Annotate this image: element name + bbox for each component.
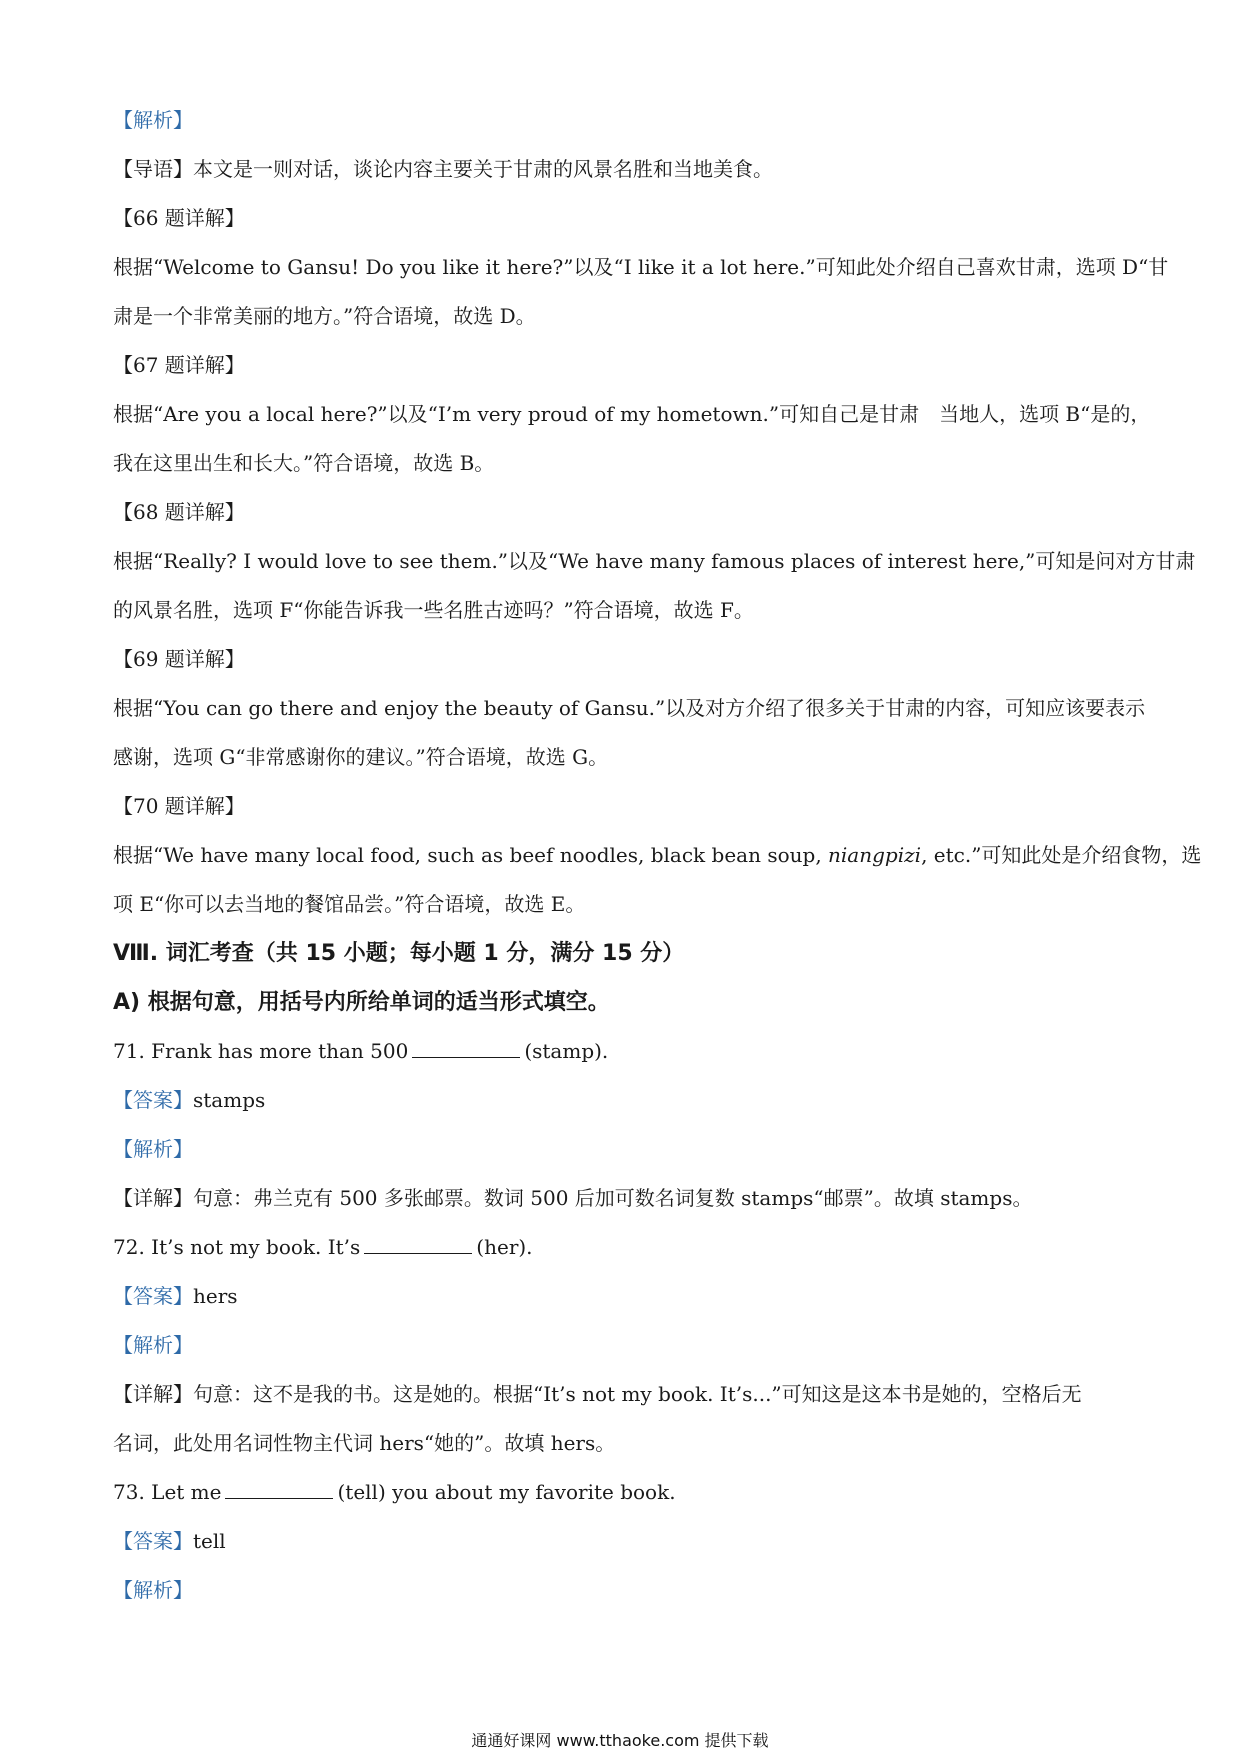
q72-blank [364, 1235, 472, 1254]
q66-text-2: 肃是一个非常美丽的地方。”符合语境，故选 D。 [113, 304, 536, 328]
q72-analysis-heading: 【解析】 [113, 1333, 193, 1357]
q73-answer [113, 1517, 1133, 1566]
q70-italic-word: niangpizi [828, 843, 922, 867]
q68-text-2: 的风景名胜，选项 F“你能告诉我一些名胜古迹吗？”符合语境，故选 F。 [113, 598, 754, 622]
q68-text-1: 根据“Really? I would love to see them.”以及“We have many famous places of interest here,”可知是问对方甘肃 [113, 549, 1196, 573]
q67-heading: 【67 题详解】 [113, 353, 245, 377]
q72-question [113, 1223, 1133, 1272]
page-footer: 通通好课网 www.tthaoke.com 提供下载 [471, 1731, 769, 1750]
q69-heading: 【69 题详解】 [113, 647, 245, 671]
q72-stem: 72. It’s not my book. It’s [113, 1235, 361, 1259]
q72-answer-value: hers [193, 1284, 238, 1308]
section-title: Ⅷ. 词汇考查（共 15 小题；每小题 1 分，满分 15 分） [113, 941, 685, 966]
answer-tag: 【答案】 [113, 1284, 193, 1308]
q71-blank [412, 1039, 520, 1058]
q70-heading: 【70 题详解】 [113, 794, 245, 818]
q71-question [113, 1027, 1133, 1076]
q71-answer [113, 1076, 1133, 1125]
q67-text-2: 我在这里出生和长大。”符合语境，故选 B。 [113, 451, 495, 475]
q66-heading: 【66 题详解】 [113, 206, 245, 230]
q73-blank [225, 1480, 333, 1499]
q69-text-1: 根据“You can go there and enjoy the beauty of Gansu.”以及对方介绍了很多关于甘肃的内容，可知应该要表示 [113, 696, 1146, 720]
q70-text-2: 项 E“你可以去当地的餐馆品尝。”符合语境，故选 E。 [113, 892, 586, 916]
q67-text-1: 根据“Are you a local here?”以及“I’m very proud of my hometown.”可知自己是甘肃 当地人，选项 B“是的， [113, 402, 1151, 426]
q73-stem: 73. Let me [113, 1480, 222, 1504]
q66-text-1: 根据“Welcome to Gansu! Do you like it here?”以及“I like it a lot here.”可知此处介绍自己喜欢甘肃，选项 D“甘 [113, 255, 1169, 279]
q70-text-1 [113, 831, 1202, 880]
q71-hint: (stamp). [524, 1039, 609, 1063]
q71-answer-value: stamps [193, 1088, 266, 1112]
intro-text: 【导语】本文是一则对话，谈论内容主要关于甘肃的风景名胜和当地美食。 [113, 157, 773, 181]
q73-question [113, 1468, 1133, 1517]
q72-hint: (her). [476, 1235, 533, 1259]
q73-answer-value: tell [193, 1529, 226, 1553]
answer-tag: 【答案】 [113, 1088, 193, 1112]
analysis-heading: 【解析】 [113, 108, 193, 132]
q71-analysis-heading: 【解析】 [113, 1137, 193, 1161]
document-body [113, 96, 1202, 1615]
section-instruction: A) 根据句意，用括号内所给单词的适当形式填空。 [113, 990, 610, 1015]
q70-text-part-3: , etc.”可知此处是介绍食物，选 [921, 843, 1202, 867]
q71-stem: 71. Frank has more than 500 [113, 1039, 409, 1063]
q68-heading: 【68 题详解】 [113, 500, 245, 524]
q70-text-part-1: 根据“We have many local food, such as beef noodles, black bean soup, [113, 843, 829, 867]
q72-answer [113, 1272, 1133, 1321]
q69-text-2: 感谢，选项 G“非常感谢你的建议。”符合语境，故选 G。 [113, 745, 609, 769]
q71-detail: 【详解】句意：弗兰克有 500 多张邮票。数词 500 后加可数名词复数 stamps“邮票”。故填 stamps。 [113, 1186, 1033, 1210]
q73-hint: (tell) you about my favorite book. [337, 1480, 676, 1504]
q73-analysis-heading: 【解析】 [113, 1578, 193, 1602]
answer-tag: 【答案】 [113, 1529, 193, 1553]
q72-detail-1: 【详解】句意：这不是我的书。这是她的。根据“It’s not my book. It’s...”可知这是这本书是她的，空格后无 [113, 1382, 1082, 1406]
q72-detail-2: 名词，此处用名词性物主代词 hers“她的”。故填 hers。 [113, 1431, 616, 1455]
